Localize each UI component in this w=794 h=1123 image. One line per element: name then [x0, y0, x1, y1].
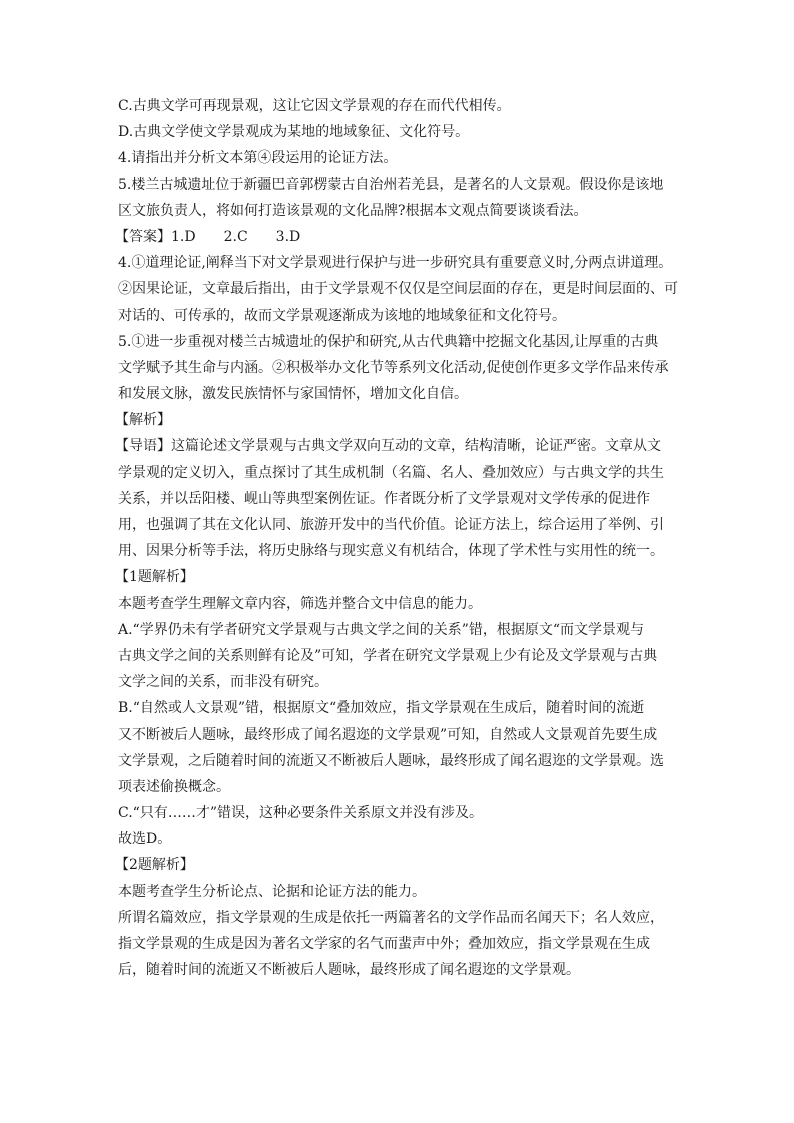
question-4: 4.请指出并分析文本第④段运用的论证方法。 [118, 150, 398, 167]
guide-line-4: 用，也强调了其在文化认同、旅游开发中的当代价值。论证方法上，综合运用了举例、引 [118, 517, 664, 533]
answer-4-line-2: ②因果论证，文章最后指出，由于文学景观不仅仅是空间层面的存在，更是时间层面的、可 [118, 281, 678, 298]
answer-5-line-2: 文学赋予其生命与内涵。②积极举办文化节等系列文化活动,促使创作更多文学作品来传承 [118, 359, 669, 376]
analysis-heading: 【解析】 [115, 412, 171, 429]
question-5-line-2: 区文旅负责人，将如何打造该景观的文化品牌?根据本文观点简要谈谈看法。 [118, 202, 588, 219]
q2-line-1: 所谓名篇效应，指文学景观的生成是依托一两篇著名的文学作品而名闻天下；名人效应， [118, 909, 664, 926]
answer-2: 2.C [223, 228, 248, 245]
question-5-line-1: 5.楼兰古城遗址位于新疆巴音郭楞蒙古自治州若羌县，是著名的人文景观。假设你是该地 [118, 176, 664, 193]
answer-5-line-3: 和发展文脉，激发民族情怀与家国情怀，增加文化自信。 [118, 386, 468, 403]
q2-analysis-heading: 【2题解析】 [115, 857, 194, 874]
answer-3: 3.D [275, 228, 301, 245]
guide-line-1: 【导语】这篇论述文学景观与古典文学双向互动的文章，结构清晰，论证严密。文章从文 [115, 438, 661, 455]
document-page [115, 93, 688, 983]
answer-line [115, 224, 688, 250]
answer-label: 【答案】 [115, 228, 171, 245]
q1-choice: 故选D。 [118, 831, 172, 848]
q2-line-2: 指文学景观的生成是因为著名文学家的名气而蜚声中外；叠加效应，指文学景观在生成 [118, 936, 650, 952]
answer-5-line-1: 5.①进一步重视对楼兰古城遗址的保护和研究,从古代典籍中挖掘文化基因,让厚重的古典 [118, 333, 659, 350]
guide-line-5: 用、因果分析等手法，将历史脉络与现实意义有机结合，体现了学术性与实用性的统一。 [118, 543, 664, 560]
q2-line-3: 后，随着时间的流逝又不断被后人题咏，最终形成了闻名遐迩的文学景观。 [118, 962, 580, 979]
q1-a-line-1: A.“学界仍未有学者研究文学景观与古典文学之间的关系”错，根据原文“而文学景观与 [118, 621, 645, 638]
q1-b-line-3: 文学景观，之后随着时间的流逝又不断被后人题咏，最终形成了闻名遐迩的文学景观。选 [118, 752, 664, 769]
guide-line-3: 关系，并以岳阳楼、岘山等典型案例佐证。作者既分析了文学景观对文学传承的促进作 [118, 490, 650, 507]
q1-a-line-3: 文学之间的关系，而非没有研究。 [118, 674, 328, 691]
q1-analysis-intro: 本题考查学生理解文章内容，筛选并整合文中信息的能力。 [118, 595, 482, 612]
q1-a-line-2: 古典文学之间的关系则鲜有论及”可知，学者在研究文学景观上少有论及文学景观与古典 [118, 647, 658, 664]
q1-analysis-heading: 【1题解析】 [115, 569, 194, 586]
answer-1: 1.D [171, 228, 196, 245]
q2-analysis-intro: 本题考查学生分析论点、论据和论证方法的能力。 [118, 883, 426, 900]
answer-4-line-3: 对话的、可传承的，故而文学景观逐渐成为该地的地域象征和文化符号。 [118, 307, 566, 324]
answer-4-line-1: 4.①道理论证,阐释当下对文学景观进行保护与进一步研究具有重要意义时,分两点讲道理。 [118, 255, 673, 272]
guide-line-2: 学景观的定义切入，重点探讨了其生成机制（名篇、名人、叠加效应）与古典文学的共生 [118, 464, 664, 481]
option-c-line: C.古典文学可再现景观，这让它因文学景观的存在而代代相传。 [118, 98, 511, 114]
option-d-line: D.古典文学使文学景观成为某地的地域象征、文化符号。 [118, 124, 470, 141]
q1-b-line-2: 又不断被后人题咏，最终形成了闻名遐迩的文学景观”可知，自然或人文景观首先要生成 [118, 726, 658, 743]
q1-b-line-4: 项表述偷换概念。 [118, 778, 230, 795]
q1-c-line: C.“只有……才”错误，这种必要条件关系原文并没有涉及。 [118, 805, 483, 822]
q1-b-line-1: B.“自然或人文景观”错，根据原文“叠加效应，指文学景观在生成后，随着时间的流逝 [118, 700, 645, 717]
